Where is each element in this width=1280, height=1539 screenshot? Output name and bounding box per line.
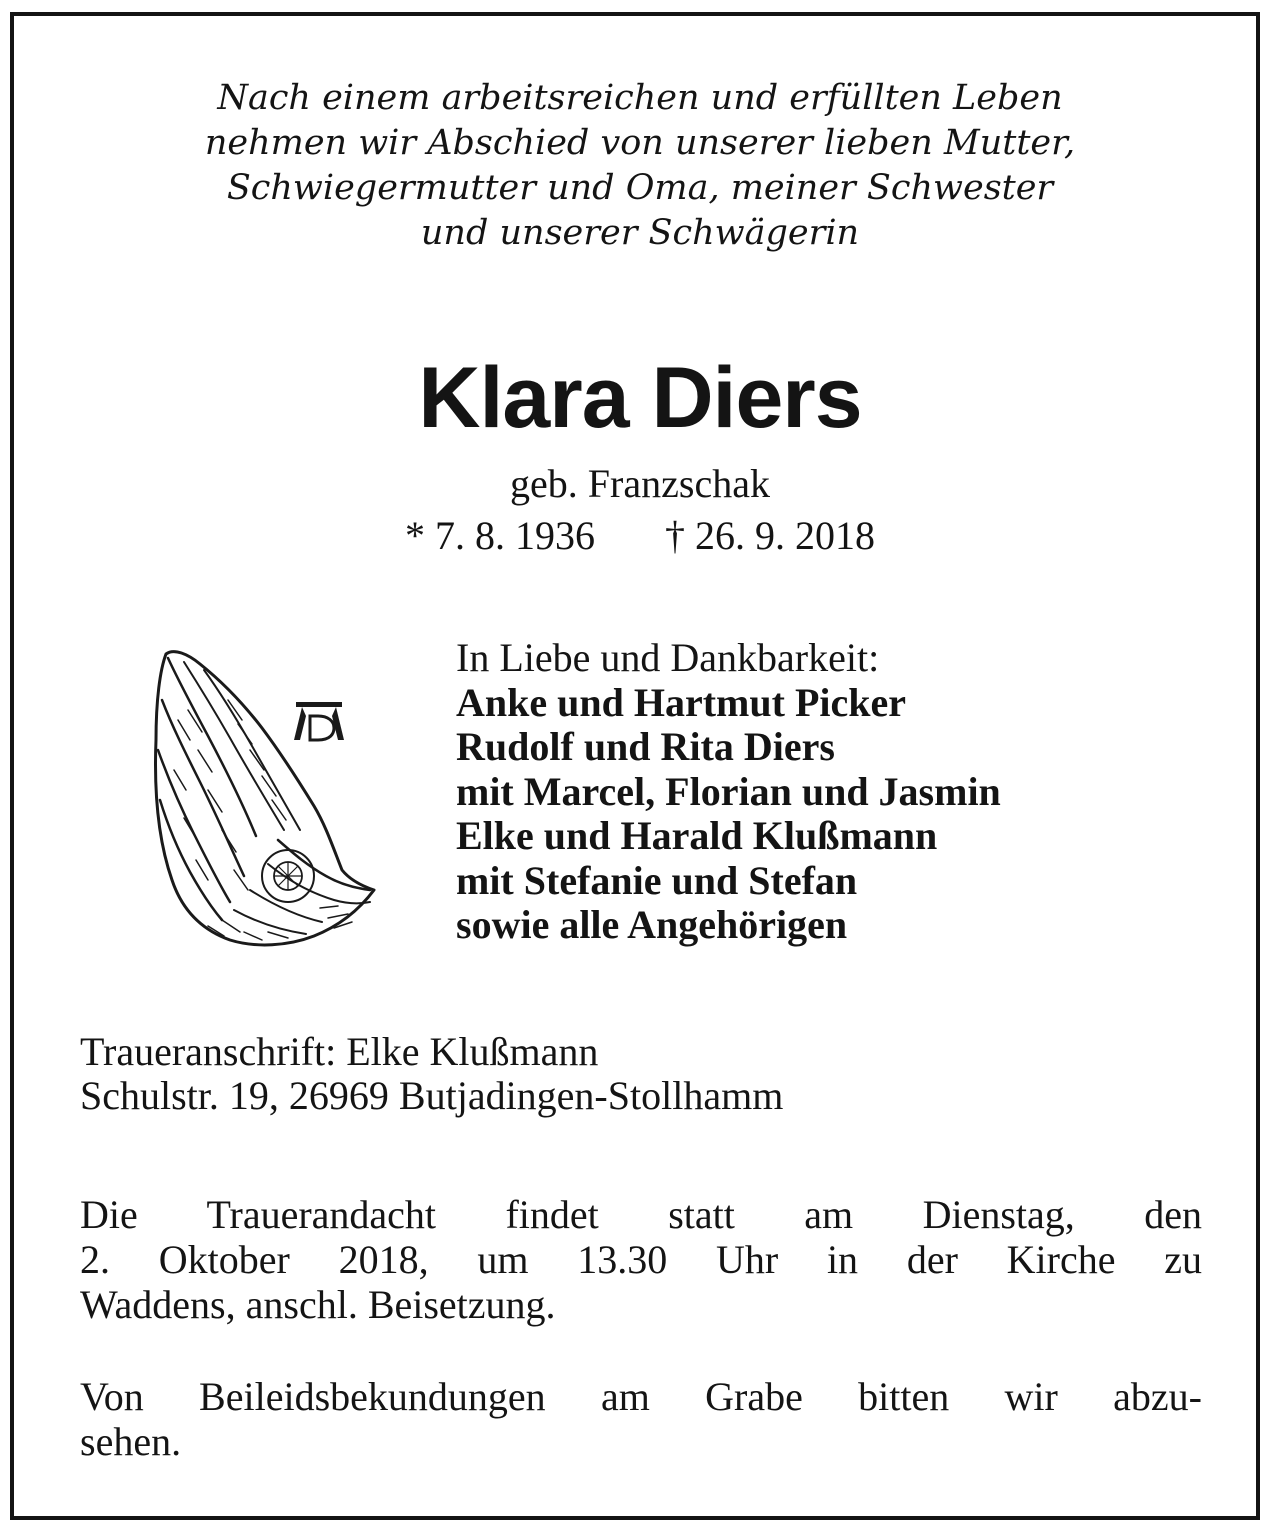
mourner-name: mit Stefanie und Stefan — [456, 857, 858, 903]
mourners-lead: In Liebe und Dankbarkeit: — [456, 635, 880, 680]
monogram-icon — [294, 702, 344, 740]
mourner-name: sowie alle Angehörigen — [456, 902, 848, 947]
deceased-name: Klara Diers — [418, 350, 862, 446]
condolence-note — [80, 1374, 1202, 1464]
mourners-list — [456, 636, 1240, 948]
life-dates — [0, 512, 1280, 560]
intro-line: Nach einem arbeitsreichen und erfüllten Leben — [217, 78, 1063, 118]
mourner-name: Elke und Harald Klußmann — [456, 813, 938, 858]
intro-line: und unserer Schwägerin — [420, 213, 860, 253]
intro-line: Schwiegermutter und Oma, meiner Schwester — [226, 168, 1054, 208]
condolence-line: sehen. — [80, 1419, 182, 1464]
maiden-name: geb. Franzschak — [510, 461, 770, 506]
mourning-address — [80, 1030, 1240, 1118]
mourner-name: Anke und Hartmut Picker — [456, 679, 906, 725]
address-line: Schulstr. 19, 26969 Butjadingen-Stollhamm — [80, 1073, 784, 1118]
ceremony-line: 2. Oktober 2018, um 13.30 Uhr in der Kirche zu — [80, 1237, 1202, 1282]
death-date: † 26. 9. 2018 — [665, 513, 875, 558]
condolence-line: Von Beileidsbekundungen am Grabe bitten wir abzu- — [80, 1374, 1202, 1419]
address-line: Traueranschrift: Elke Klußmann — [80, 1029, 599, 1074]
mourner-name: mit Marcel, Florian und Jasmin — [456, 768, 1001, 814]
ceremony-info — [80, 1192, 1202, 1327]
ceremony-line: Waddens, anschl. Beisetzung. — [80, 1282, 556, 1327]
praying-hands-icon — [138, 640, 378, 960]
mourner-name: Rudolf und Rita Diers — [456, 724, 835, 769]
intro-line: nehmen wir Abschied von unserer lieben Mutter, — [204, 123, 1076, 163]
birth-date: * 7. 8. 1936 — [405, 513, 595, 558]
intro-text — [40, 76, 1240, 256]
ceremony-line: Die Trauerandacht findet statt am Dienstag, den — [80, 1192, 1202, 1237]
